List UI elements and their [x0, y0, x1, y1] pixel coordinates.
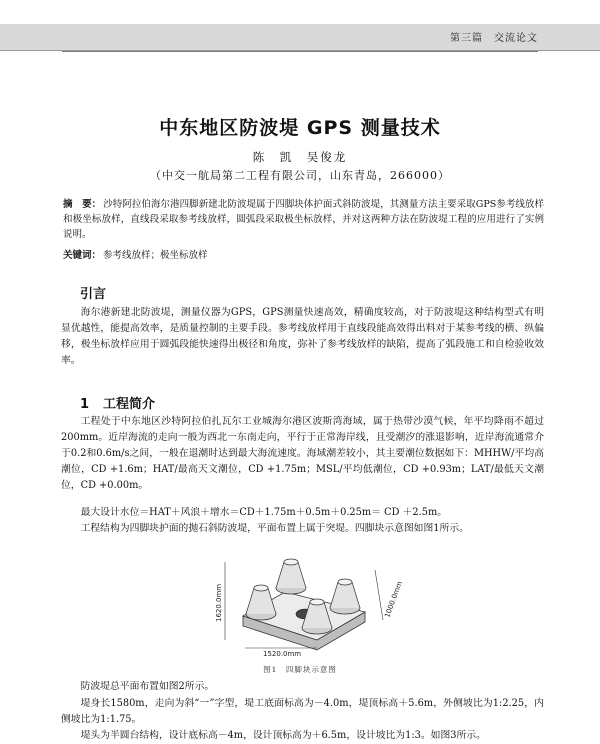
paper-title: 中东地区防波堤 GPS 测量技术 [159, 117, 441, 139]
dim-label-left: 1620.0mm [215, 583, 223, 622]
intro-paragraph: 海尔港新建北防波堤，测量仪器为GPS，GPS测量快速高效，精确度较高，对于防波堤这种结构型式有明显优越性，能提高效率，是质量控制的主要手段。参考线放样用于直线段能高效得出料对于某参考线的横、纵偏移，极坐标放样应用于圆弧段能快速得出极径和角度，弥补了参考线放样的缺陷，提高了弧段施工和自检验收效率。 [61, 307, 544, 366]
abstract-label: 摘 要： [63, 199, 102, 210]
tetrapod-leg-back [276, 559, 306, 594]
tetrapod-drawing [205, 540, 404, 658]
keywords-text: 参考线放样；极坐标放样 [103, 250, 208, 261]
header-rule [62, 51, 538, 52]
heading-intro: 引言 [80, 287, 107, 302]
section-1-paragraph-6: 堤头为半圆台结构，设计底标高－4m，设计顶标高为＋6.5m，设计坡比为1:3。如图3所示。 [80, 730, 486, 741]
section-1-paragraph-5: 堤身长1580m，走向为斜“一”字型，堤工底面标高为－4.0m，堤顶标高＋5.6m，外侧坡比为1:2.25，内侧坡比为1:1.75。 [61, 698, 544, 725]
running-header [0, 24, 600, 51]
keywords [63, 248, 544, 263]
dim-label-right: 1000.0mm [383, 580, 404, 619]
dim-line-right [375, 570, 383, 620]
figure-1-tetrapod-diagram [205, 540, 404, 658]
tetrapod-leg-left [246, 585, 276, 620]
abstract-text: 沙特阿拉伯海尔港四脚新建北防波堤属于四脚块体护面式斜防波堤，其测量方法主要采取GPS参考线放样和极坐标放样，直线段采取参考线放样，圆弧段采取极坐标放样，并对这两种方法在防波堤工程的应用进行了实例说明。 [63, 199, 544, 240]
abstract [63, 197, 544, 242]
tetrapod-leg-right [330, 579, 360, 614]
section-1-paragraph-2: 最大设计水位＝HAT＋风浪＋增水＝CD＋1.75m＋0.5m＋0.25m＝ CD ＋2.5m。 [80, 507, 448, 518]
paper-affiliation: （中交一航局第二工程有限公司，山东青岛，266000） [150, 169, 450, 182]
paper-authors: 陈 凯 吴俊龙 [252, 150, 348, 164]
section-1-number: 1 [80, 397, 90, 412]
keywords-label: 关键词： [63, 250, 102, 261]
section-1-paragraph-4: 防波堤总平面布置如图2所示。 [80, 681, 215, 692]
figure-1-caption: 图1 四脚块示意图 [263, 665, 337, 674]
section-1-paragraph-3: 工程结构为四脚块护面的抛石斜防波堤，平面布置上属于突堤。四脚块示意图如图1所示。 [80, 523, 469, 534]
section-1-paragraph-1: 工程处于中东地区沙特阿拉伯扎瓦尔工业城海尔港区波斯湾海域，属于热带沙漠气候，年平均降雨不超过200mm。近岸海流的走向一般为西北一东南走向，平行于正常海岸线，且受潮汐的涨退影响，近岸海流通常介于0.2和0.6m/s之间，一般在退潮时达到最大海流速度。海域潮差较小，其主要潮位数据如下：MHHW/平均高潮位，CD +1.6m；HAT/最高天文潮位，CD +1.75m；MSL/平均低潮位，CD +0.93m；LAT/最低天文潮位，CD +0.00m。 [61, 416, 544, 491]
heading-section-1 [80, 393, 155, 412]
dim-label-bottom: 1520.0mm [263, 650, 302, 658]
section-1-title: 工程简介 [103, 397, 156, 412]
section-label: 第三篇 交流论文 [450, 33, 538, 44]
